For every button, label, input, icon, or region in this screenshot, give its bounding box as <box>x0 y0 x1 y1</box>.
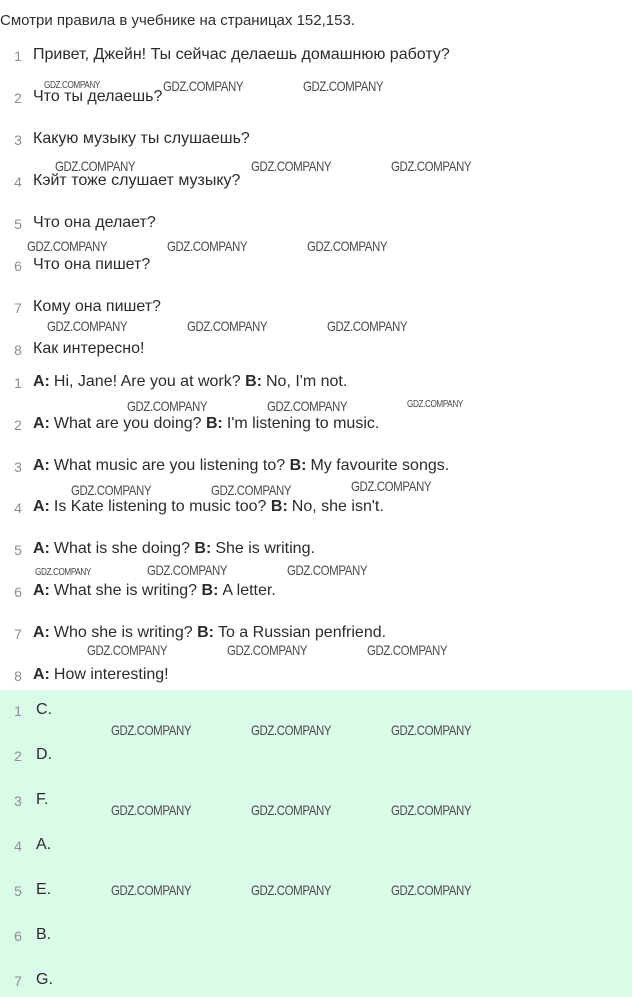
watermark: GDZ.COMPANY <box>251 802 332 818</box>
speaker-a-text: What she is writing? <box>53 582 198 599</box>
watermark: GDZ.COMPANY <box>407 399 463 410</box>
speaker-b-text: My favourite songs. <box>310 457 450 474</box>
item-number: 4 <box>14 500 22 516</box>
speaker-b-label: B: <box>245 373 262 390</box>
watermark: GDZ.COMPANY <box>327 318 408 334</box>
item-text: Что она пишет? <box>33 256 151 273</box>
watermark: GDZ.COMPANY <box>87 642 168 658</box>
watermark: GDZ.COMPANY <box>47 318 128 334</box>
item-number: 8 <box>14 668 22 684</box>
answer-letter: D. <box>36 746 52 763</box>
item-number: 3 <box>14 459 22 475</box>
item-number: 6 <box>14 584 22 600</box>
speaker-a-label: A: <box>33 498 50 515</box>
watermark: GDZ.COMPANY <box>227 642 308 658</box>
watermark: GDZ.COMPANY <box>71 482 152 498</box>
watermark: GDZ.COMPANY <box>351 478 432 494</box>
speaker-b-label: B: <box>201 582 219 599</box>
speaker-a-label: A: <box>33 582 50 599</box>
watermark: GDZ.COMPANY <box>287 562 368 578</box>
item-number: 4 <box>14 174 22 190</box>
item-number: 2 <box>14 417 22 433</box>
watermark: GDZ.COMPANY <box>251 882 332 898</box>
item-number: 7 <box>14 626 22 642</box>
item-number: 3 <box>14 132 22 148</box>
item-number: 1 <box>14 375 22 391</box>
speaker-b-label: B: <box>289 457 307 474</box>
dialogue-text <box>33 498 384 516</box>
answer-letter: B. <box>36 926 52 943</box>
speaker-b-label: B: <box>197 624 214 641</box>
watermark: GDZ.COMPANY <box>111 802 192 818</box>
speaker-b-label: B: <box>194 540 212 557</box>
item-number: 6 <box>14 928 22 944</box>
dialogue-text <box>33 415 379 433</box>
item-text: Что она делает? <box>33 214 156 231</box>
watermark: GDZ.COMPANY <box>147 562 228 578</box>
item-number: 7 <box>14 300 22 316</box>
watermark: GDZ.COMPANY <box>251 722 332 738</box>
answer-letter: A. <box>36 836 52 853</box>
watermark: GDZ.COMPANY <box>367 642 448 658</box>
item-number: 6 <box>14 258 22 274</box>
dialogue-text <box>33 582 276 600</box>
item-number: 3 <box>14 793 22 809</box>
dialogue-text <box>33 666 169 684</box>
intro-text: Смотри правила в учебнике на страницах 152,153. <box>0 12 355 29</box>
item-number: 7 <box>14 973 22 989</box>
speaker-a-text: Is Kate listening to music too? <box>53 498 267 515</box>
item-number: 5 <box>14 883 22 899</box>
watermark: GDZ.COMPANY <box>187 318 268 334</box>
watermark: GDZ.COMPANY <box>267 398 348 414</box>
speaker-a-text: Hi, Jane! Are you at work? <box>53 373 241 390</box>
item-number: 1 <box>14 48 22 64</box>
watermark: GDZ.COMPANY <box>391 722 472 738</box>
speaker-b-text: No, she isn't. <box>291 498 384 515</box>
speaker-a-label: A: <box>33 666 50 683</box>
watermark: GDZ.COMPANY <box>27 238 108 254</box>
speaker-a-label: A: <box>33 540 50 557</box>
speaker-a-text: What are you doing? <box>53 415 202 432</box>
item-text: Какую музыку ты слушаешь? <box>33 130 250 147</box>
speaker-b-label: B: <box>206 415 223 432</box>
watermark: GDZ.COMPANY <box>391 882 472 898</box>
watermark: GDZ.COMPANY <box>35 567 91 578</box>
watermark: GDZ.COMPANY <box>127 398 208 414</box>
speaker-b-text: No, I'm not. <box>266 373 348 390</box>
watermark: GDZ.COMPANY <box>211 482 292 498</box>
watermark: GDZ.COMPANY <box>111 722 192 738</box>
speaker-a-text: Who she is writing? <box>53 624 193 641</box>
item-number: 4 <box>14 838 22 854</box>
speaker-a-text: What music are you listening to? <box>53 457 286 474</box>
speaker-a-label: A: <box>33 457 50 474</box>
watermark: GDZ.COMPANY <box>44 80 100 91</box>
speaker-b-label: B: <box>270 498 288 515</box>
answer-letter: F. <box>36 791 49 808</box>
dialogue-text <box>33 624 386 642</box>
answer-letter: C. <box>36 701 52 718</box>
watermark: GDZ.COMPANY <box>111 882 192 898</box>
item-text: Как интересно! <box>33 340 145 357</box>
speaker-b-text: I'm listening to music. <box>226 415 380 432</box>
speaker-b-text: To a Russian penfriend. <box>217 624 387 641</box>
speaker-a-label: A: <box>33 373 50 390</box>
item-text: Что ты делаешь? <box>33 88 163 105</box>
watermark: GDZ.COMPANY <box>251 158 332 174</box>
dialogue-text <box>33 373 347 391</box>
watermark: GDZ.COMPANY <box>163 78 244 94</box>
item-text: Привет, Джейн! Ты сейчас делаешь домашнюю работу? <box>33 46 450 63</box>
dialogue-text <box>33 457 449 475</box>
speaker-b-text: A letter. <box>222 582 276 599</box>
watermark: GDZ.COMPANY <box>391 802 472 818</box>
item-number: 5 <box>14 542 22 558</box>
watermark: GDZ.COMPANY <box>307 238 388 254</box>
watermark: GDZ.COMPANY <box>303 78 384 94</box>
dialogue-text <box>33 540 315 558</box>
item-text: Кэйт тоже слушает музыку? <box>33 172 241 189</box>
speaker-b-text: She is writing. <box>215 540 315 557</box>
speaker-a-label: A: <box>33 415 50 432</box>
item-number: 2 <box>14 748 22 764</box>
item-number: 2 <box>14 90 22 106</box>
speaker-a-text: What is she doing? <box>53 540 190 557</box>
watermark: GDZ.COMPANY <box>167 238 248 254</box>
answer-letter: E. <box>36 881 52 898</box>
item-text: Кому она пишет? <box>33 298 161 315</box>
item-number: 8 <box>14 342 22 358</box>
answer-letter: G. <box>36 971 53 988</box>
speaker-a-text: How interesting! <box>53 666 169 683</box>
item-number: 5 <box>14 216 22 232</box>
speaker-a-label: A: <box>33 624 50 641</box>
watermark: GDZ.COMPANY <box>391 158 472 174</box>
item-number: 1 <box>14 703 22 719</box>
watermark: GDZ.COMPANY <box>55 158 136 174</box>
